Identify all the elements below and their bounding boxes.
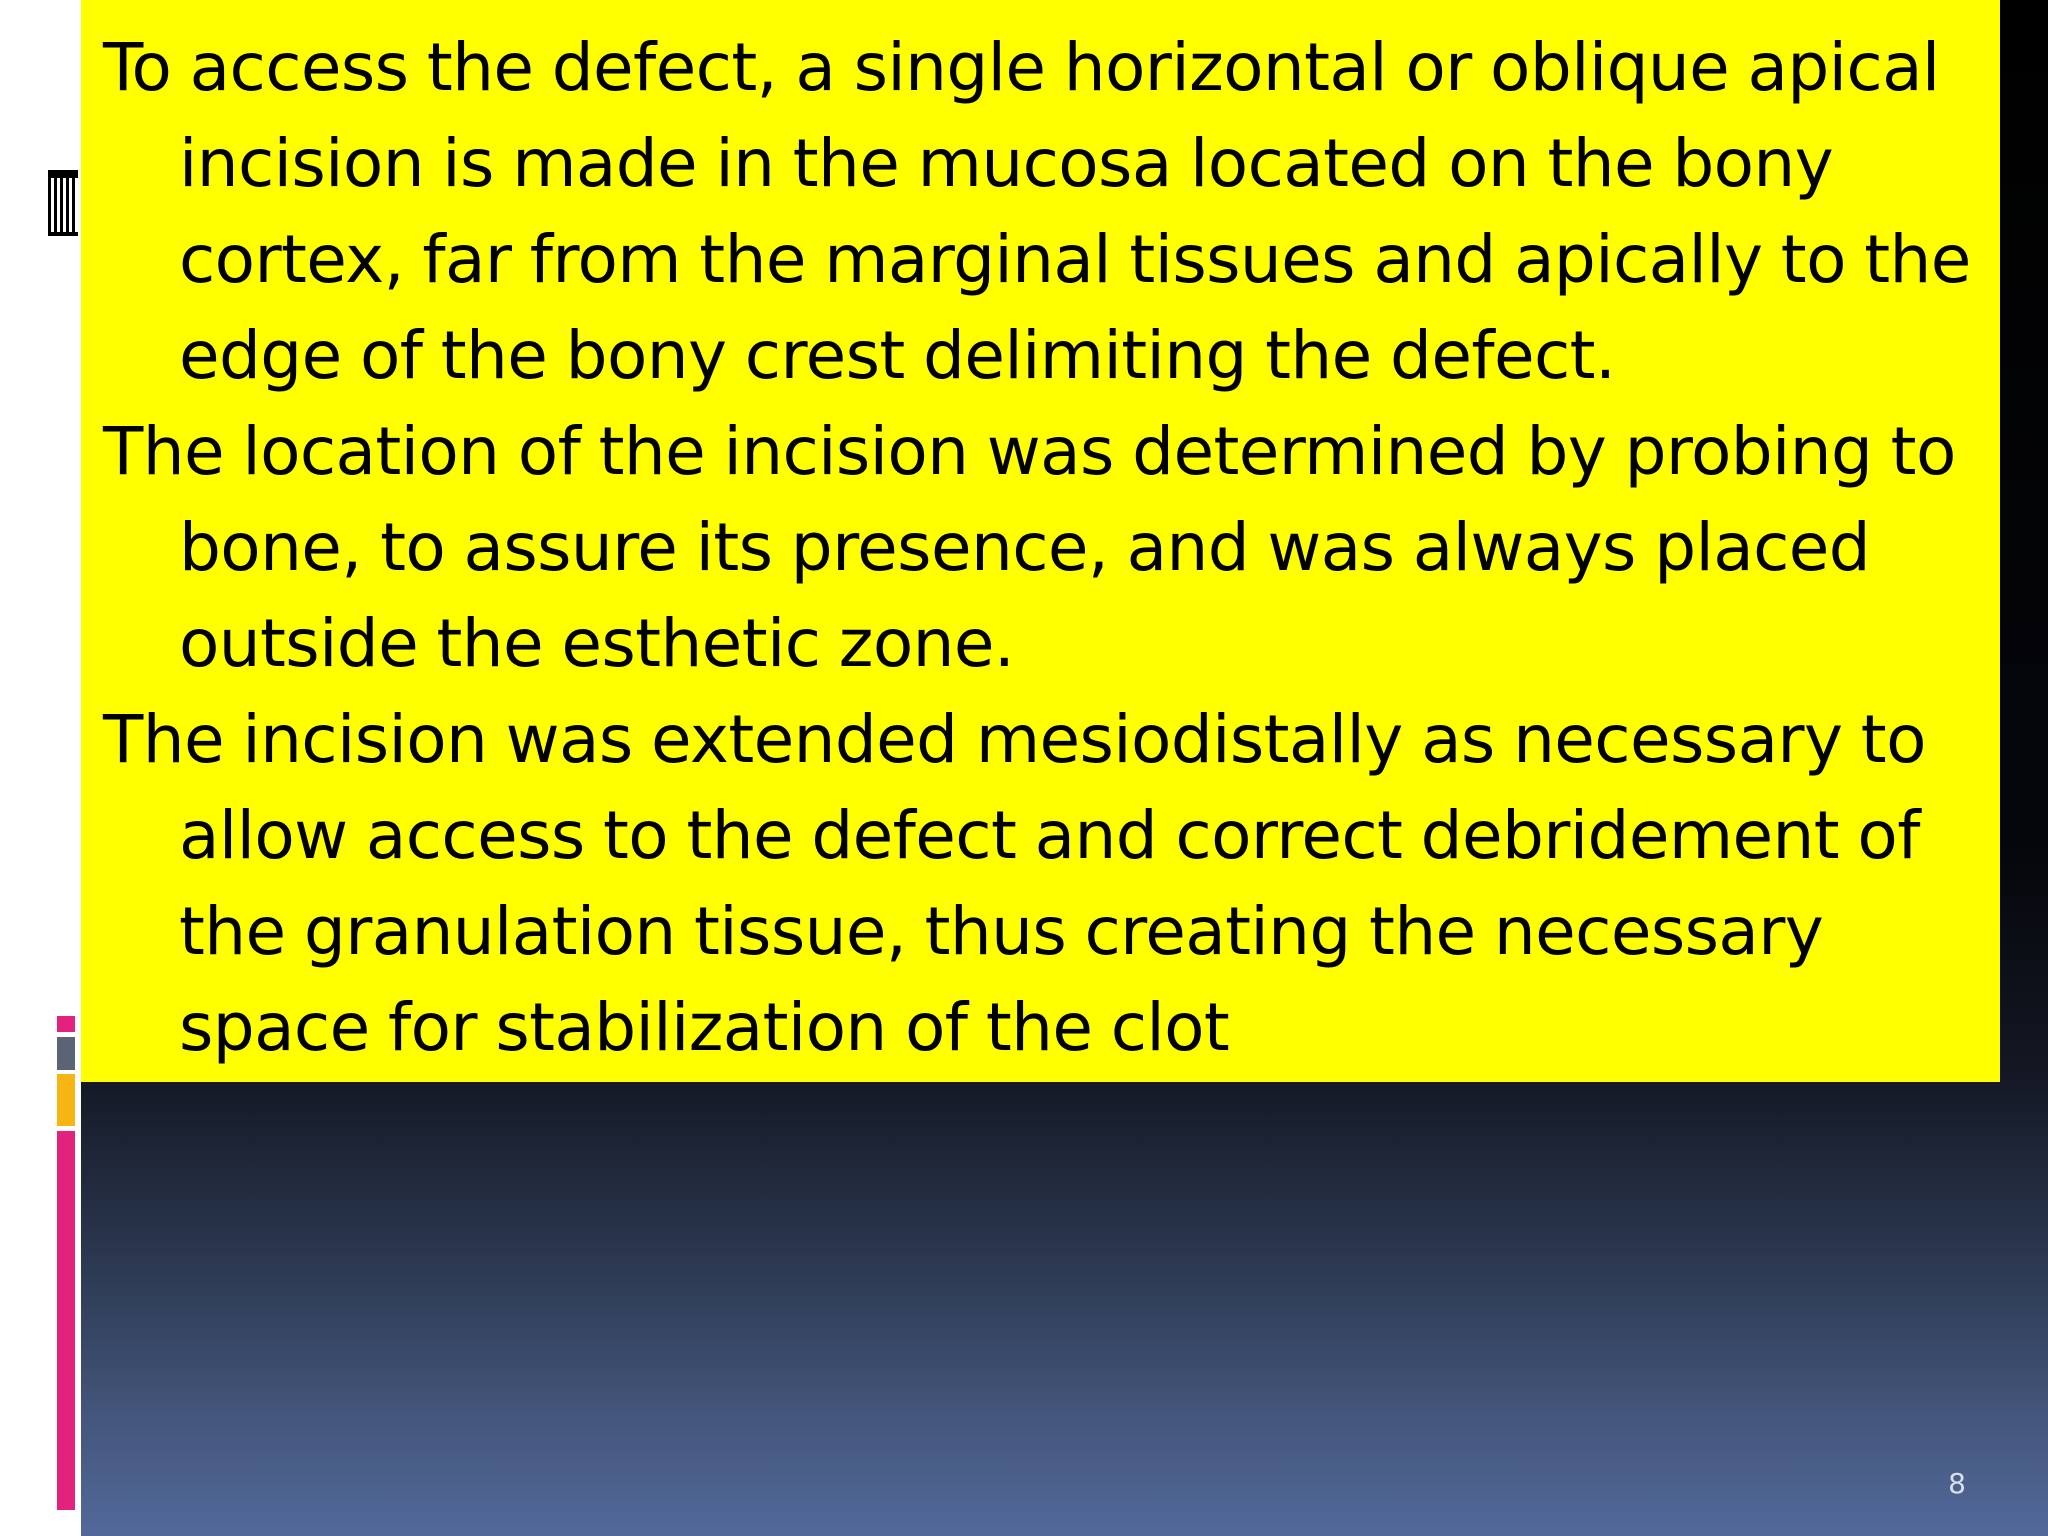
decorative-vertical-stripes (48, 178, 78, 232)
decorative-orange-bar (57, 1074, 75, 1126)
page-number: 8 (1948, 1467, 1966, 1500)
decorative-pink-square (57, 1016, 75, 1032)
paragraph-incision-location: The location of the incision was determined by probing to bone, to assure its presence, and was always placed outside the esthetic zone. (103, 413, 1956, 682)
decorative-pink-bar (57, 1131, 75, 1510)
paragraph-incision-extension: The incision was extended mesiodistally as necessary to allow access to the defect and correct debridement of the granulation tissue, thus creating the necessary space for stabilization of the clot (103, 701, 1926, 1066)
paragraph-access-defect: To access the defect, a single horizontal or oblique apical incision is made in the mucosa located on the bony cortex, far from the marginal tissues and apically to the edge of the bony crest delimiting the defect. (103, 29, 1971, 394)
decorative-gray-bar (57, 1037, 75, 1070)
content-text-box (81, 0, 2000, 1082)
